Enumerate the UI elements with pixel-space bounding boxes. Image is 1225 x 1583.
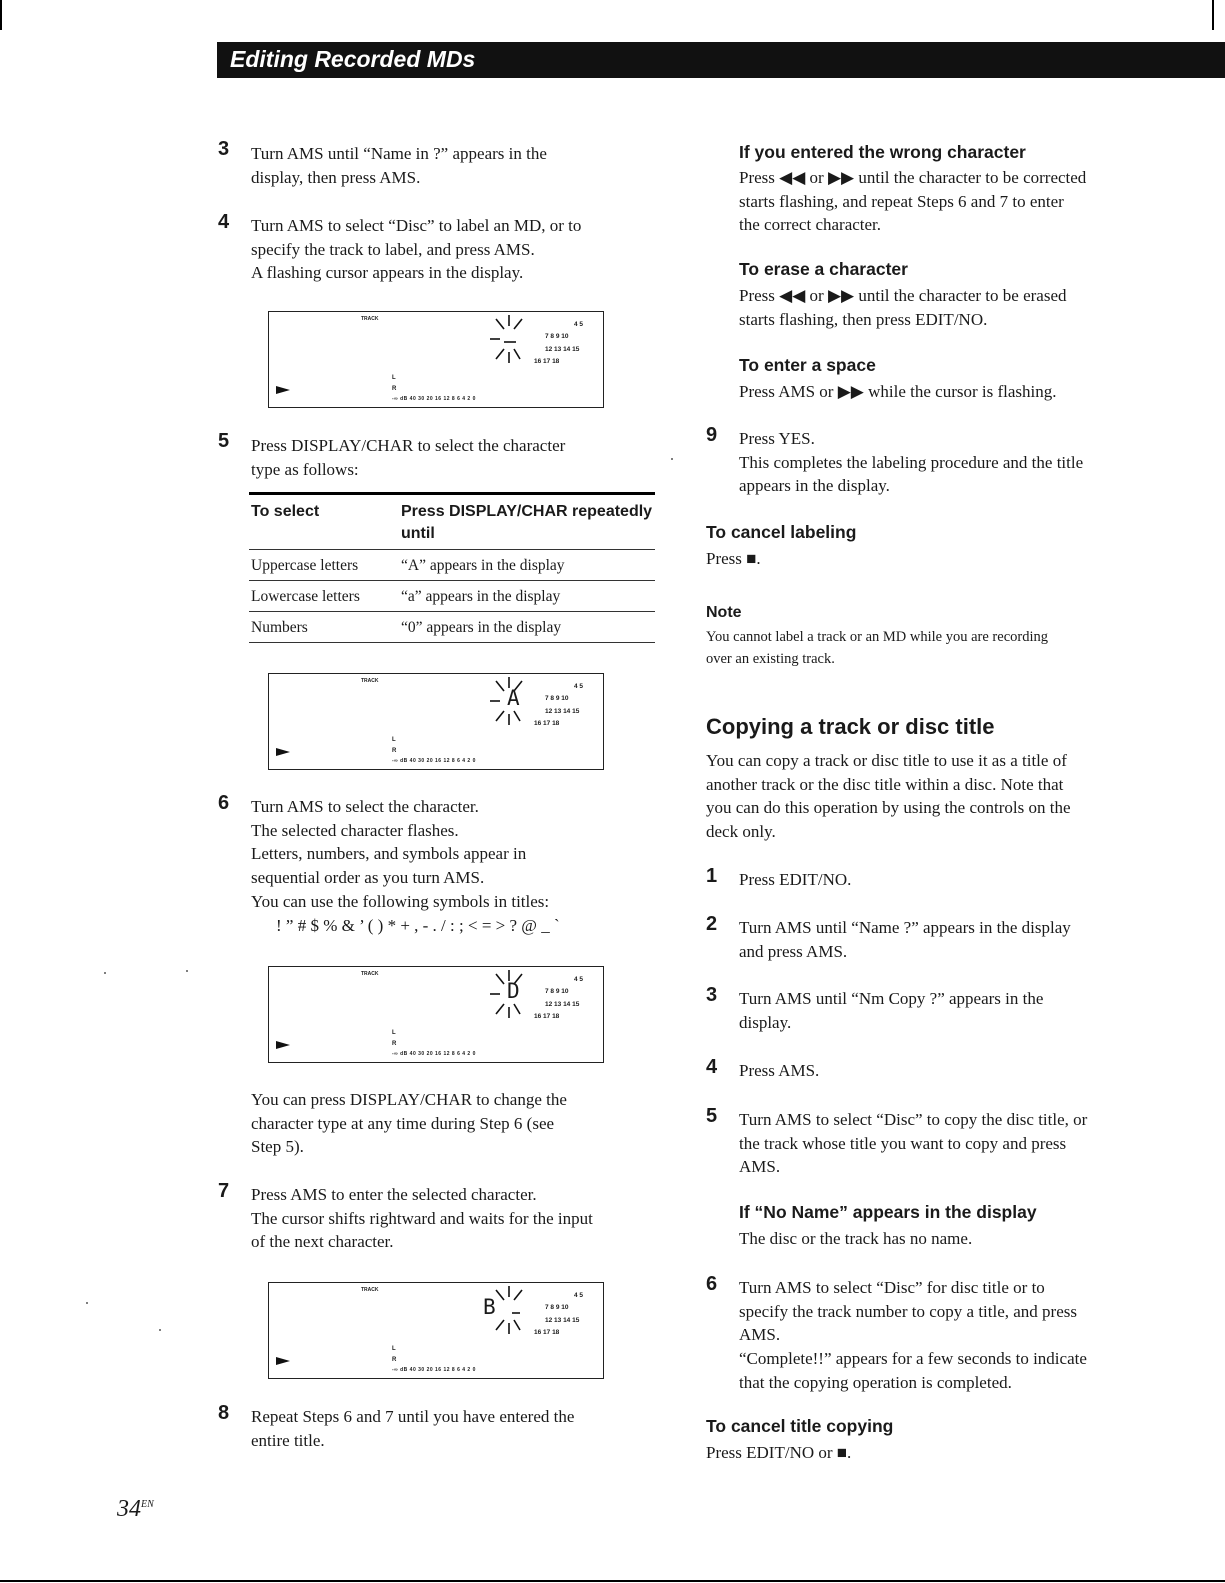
- lcd-l-label: L: [392, 375, 396, 381]
- cursor-flash-icon: [490, 1286, 540, 1334]
- copy-step-3-number: 3: [706, 984, 718, 1006]
- lcd-display-1: [268, 311, 604, 408]
- table-header-row: [249, 494, 655, 550]
- scan-mark: [186, 970, 188, 972]
- step-5-number: 5: [218, 430, 230, 452]
- cancel-copying-text: Press EDIT/NO or ■.: [706, 1443, 852, 1462]
- lcd-display-2: [268, 673, 604, 770]
- step-9-number: 9: [706, 424, 718, 446]
- wrong-character-text: Press ◀◀ or ▶▶ until the character to be corrected starts flashing, and repeat Steps 6 and 7 to enter the correct character.: [739, 168, 1087, 235]
- table-cell: Numbers: [249, 612, 399, 643]
- enter-space-heading: To enter a space: [739, 355, 876, 375]
- lcd-track-numbers-row2: 7 8 9 10: [545, 1304, 569, 1311]
- table-cell: “A” appears in the display: [399, 550, 655, 581]
- copy-step-2-number: 2: [706, 913, 718, 935]
- copying-section-title: Copying a track or disc title: [706, 714, 995, 739]
- lcd-track-numbers-row1: 4 5: [574, 321, 584, 328]
- lcd-track-numbers-row1: 4 5: [574, 976, 584, 983]
- play-icon: [276, 1357, 290, 1365]
- step-7-text: Press AMS to enter the selected character. The cursor shifts rightward and waits for the input of the next character.: [251, 1185, 593, 1252]
- lcd-character: A: [507, 686, 520, 710]
- table-row: [249, 550, 655, 581]
- step-9-text: Press YES. This completes the labeling procedure and the title appears in the display.: [739, 429, 1084, 496]
- table-header-to-select: To select: [251, 503, 320, 520]
- lcd-track-numbers-row4: 16 17 18: [534, 1013, 560, 1020]
- lcd-character: D: [507, 979, 520, 1003]
- step-6-text: Turn AMS to select the character. The selected character flashes. Letters, numbers, and symbols appear in sequential order as you turn AMS. You can use the following symbols in titles: ! ” # $ % & ’ ( ) * + , - . / : ; < = > ? @ _ `: [251, 795, 560, 937]
- lcd-r-label: R: [392, 1357, 397, 1363]
- copy-step-3-text: Turn AMS until “Nm Copy ?” appears in the display.: [739, 989, 1044, 1032]
- lcd-display-4: [268, 1282, 604, 1379]
- scan-mark: [86, 1302, 88, 1304]
- copy-step-4-number: 4: [706, 1056, 718, 1078]
- copy-step-6-number: 6: [706, 1273, 718, 1295]
- play-icon: [276, 1041, 290, 1049]
- copy-step-5-number: 5: [706, 1105, 718, 1127]
- erase-character-text: Press ◀◀ or ▶▶ until the character to be erased starts flashing, then press EDIT/NO.: [739, 286, 1067, 329]
- step-8-number: 8: [218, 1402, 230, 1424]
- lcd-track-numbers-row4: 16 17 18: [534, 1329, 560, 1336]
- step-8-text: Repeat Steps 6 and 7 until you have entered the entire title.: [251, 1407, 575, 1450]
- cancel-copying-heading: To cancel title copying: [706, 1416, 894, 1436]
- lcd-track-numbers-row3: 12 13 14 15: [545, 708, 580, 715]
- lcd-track-label: TRACK: [361, 678, 379, 684]
- page-number: $34^{EN}$: [117, 1496, 154, 1522]
- lcd-r-label: R: [392, 748, 397, 754]
- cancel-labeling-text: Press ■.: [706, 549, 761, 568]
- lcd-track-numbers-row3: 12 13 14 15: [545, 1001, 580, 1008]
- lcd-track-numbers-row2: 7 8 9 10: [545, 695, 569, 702]
- lcd-track-numbers-row2: 7 8 9 10: [545, 333, 569, 340]
- table-cell: “0” appears in the display: [399, 612, 655, 643]
- copy-step-6-text: Turn AMS to select “Disc” for disc title or to specify the track number to copy a title, and press AMS. “Complete!!” appears for a few seconds to indicate that the copying operation is completed.: [739, 1278, 1087, 1392]
- lcd-track-numbers-row4: 16 17 18: [534, 358, 560, 365]
- table-cell: “a” appears in the display: [399, 581, 655, 612]
- copy-step-4-text: Press AMS.: [739, 1061, 820, 1080]
- lcd-level-meter: -∞ dB 40 30 20 16 12 8 6 4 2 0: [392, 1051, 476, 1057]
- wrong-character-heading: If you entered the wrong character: [739, 142, 1026, 162]
- lcd-level-meter: -∞ dB 40 30 20 16 12 8 6 4 2 0: [392, 1367, 476, 1373]
- play-icon: [276, 386, 290, 394]
- step-3-text: Turn AMS until “Name in ?” appears in the display, then press AMS.: [251, 144, 547, 187]
- table-row: [249, 612, 655, 643]
- scan-mark: [104, 972, 106, 974]
- lcd-character: B: [483, 1295, 496, 1319]
- cursor-flash-icon: [490, 315, 540, 363]
- left-edge-line: [0, 0, 2, 30]
- step-5-text: Press DISPLAY/CHAR to select the character type as follows:: [251, 436, 566, 479]
- step-4-number: 4: [218, 211, 230, 233]
- lcd-track-numbers-row3: 12 13 14 15: [545, 1317, 580, 1324]
- character-type-table: [249, 492, 655, 643]
- no-name-text: The disc or the track has no name.: [739, 1229, 973, 1248]
- right-edge-line: [1212, 0, 1214, 30]
- page-title: Editing Recorded MDs: [230, 46, 476, 72]
- lcd-level-meter: -∞ dB 40 30 20 16 12 8 6 4 2 0: [392, 396, 476, 402]
- scan-mark: [159, 1329, 161, 1331]
- copying-intro-text: You can copy a track or disc title to use it as a title of another track or the disc title within a disc. Note that you can do this operation by using the controls on the deck only.: [706, 751, 1071, 842]
- note-heading: Note: [706, 604, 742, 621]
- copy-step-1-number: 1: [706, 865, 718, 887]
- bottom-edge-line: [0, 1580, 1225, 1582]
- table-header-press: Press DISPLAY/CHAR repeatedly until: [401, 503, 653, 542]
- lcd-l-label: L: [392, 737, 396, 743]
- after-step-6-text: You can press DISPLAY/CHAR to change the character type at any time during Step 6 (see Step 5).: [251, 1090, 567, 1157]
- copy-step-1-text: Press EDIT/NO.: [739, 870, 852, 889]
- no-name-heading: If “No Name” appears in the display: [739, 1202, 1037, 1222]
- step-3-number: 3: [218, 138, 230, 160]
- lcd-track-numbers-row1: 4 5: [574, 1292, 584, 1299]
- lcd-track-numbers-row2: 7 8 9 10: [545, 988, 569, 995]
- cancel-labeling-heading: To cancel labeling: [706, 522, 857, 542]
- table-cell: Lowercase letters: [249, 581, 399, 612]
- copy-step-5-text: Turn AMS to select “Disc” to copy the disc title, or the track whose title you want to copy and press AMS.: [739, 1110, 1088, 1177]
- step-4-text: Turn AMS to select “Disc” to label an MD, or to specify the track to label, and press AMS. A flashing cursor appears in the display.: [251, 216, 582, 283]
- lcd-r-label: R: [392, 1041, 397, 1047]
- table-row: [249, 581, 655, 612]
- symbols-list: ! ” # $ % & ’ ( ) * + , - . / : ; < = > ? @ _ `: [276, 915, 560, 935]
- lcd-track-label: TRACK: [361, 1287, 379, 1293]
- header-banner: [217, 42, 1225, 78]
- step-6-number: 6: [218, 792, 230, 814]
- lcd-level-meter: -∞ dB 40 30 20 16 12 8 6 4 2 0: [392, 758, 476, 764]
- play-icon: [276, 748, 290, 756]
- lcd-track-label: TRACK: [361, 971, 379, 977]
- lcd-track-label: TRACK: [361, 316, 379, 322]
- lcd-l-label: L: [392, 1030, 396, 1036]
- erase-character-heading: To erase a character: [739, 259, 908, 279]
- copy-step-2-text: Turn AMS until “Name ?” appears in the display and press AMS.: [739, 918, 1071, 961]
- lcd-l-label: L: [392, 1346, 396, 1352]
- step-7-number: 7: [218, 1180, 230, 1202]
- lcd-r-label: R: [392, 386, 397, 392]
- enter-space-text: Press AMS or ▶▶ while the cursor is flashing.: [739, 382, 1057, 401]
- note-text: You cannot label a track or an MD while you are recording over an existing track.: [706, 629, 1048, 667]
- lcd-track-numbers-row3: 12 13 14 15: [545, 346, 580, 353]
- lcd-display-3: [268, 966, 604, 1063]
- table-cell: Uppercase letters: [249, 550, 399, 581]
- lcd-track-numbers-row4: 16 17 18: [534, 720, 560, 727]
- scan-mark: [671, 458, 673, 460]
- lcd-track-numbers-row1: 4 5: [574, 683, 584, 690]
